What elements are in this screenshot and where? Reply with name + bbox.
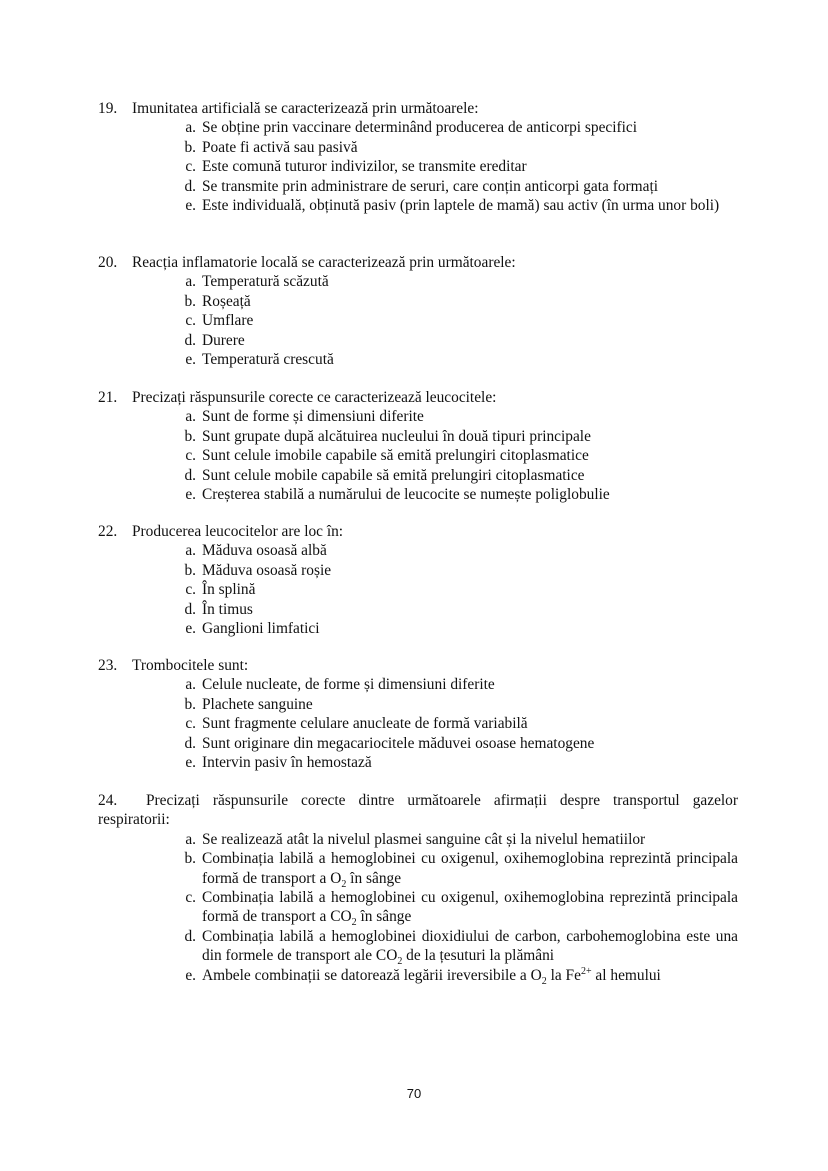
option-text-part: de la țesuturi la plămâni [402,947,555,965]
option-text: Se transmite prin administrare de seruri, care conțin anticorpi gata formați [202,177,658,195]
option-letter: e. [185,197,196,215]
option-text [202,888,738,927]
option-b [174,561,738,580]
option-letter: b. [184,695,196,713]
question-stem [98,388,738,407]
option-b [174,695,738,714]
question-24 [98,791,738,985]
option-d [174,331,738,350]
option-text: Sunt fragmente celulare anucleate de formă variabilă [202,715,528,733]
question-text: Trombocitele sunt: [132,657,249,674]
option-text: Sunt celule mobile capabile să emită prelungiri citoplasmatice [202,466,585,484]
option-text: Creșterea stabilă a numărului de leucocite se numește poliglobulie [202,486,610,504]
option-list [98,675,738,772]
question-number: 23. [98,657,118,674]
option-letter: a. [185,273,196,291]
question-stem [98,522,738,541]
option-letter: d. [184,600,196,618]
option-text: Sunt celule imobile capabile să emită prelungiri citoplasmatice [202,447,589,465]
option-text: Celule nucleate, de forme și dimensiuni diferite [202,676,495,694]
option-list [98,830,738,985]
question-text: Precizați răspunsurile corecte ce caracterizează leucocitele: [132,389,497,406]
option-list [98,272,738,369]
option-text: Sunt de forme și dimensiuni diferite [202,408,424,426]
option-c [174,311,738,330]
option-text: Sunt originare din megacariocitele măduvei osoase hematogene [202,734,595,752]
option-c [174,714,738,733]
option-e [174,753,738,772]
question-19 [98,99,738,215]
option-b [174,292,738,311]
option-letter: e. [185,486,196,504]
option-text-part: Ambele combinații se datorează legării ireversibile a O [202,966,542,984]
option-letter: e. [185,966,196,984]
question-stem [98,253,738,272]
superscript: 2+ [580,965,592,977]
option-list [98,407,738,504]
option-list [98,118,738,215]
option-a [174,675,738,694]
option-text: Sunt grupate după alcătuirea nucleului în două tipuri principale [202,427,591,445]
option-letter: d. [184,734,196,752]
option-letter: b. [184,561,196,579]
option-letter: c. [185,158,196,176]
question-22 [98,522,738,638]
question-number: 24. [98,792,118,809]
option-d [174,927,738,966]
question-number: 20. [98,254,118,271]
option-d [174,466,738,485]
option-letter: e. [185,620,196,638]
option-d [174,734,738,753]
option-letter: a. [185,830,196,848]
option-text: Se obține prin vaccinare determinând producerea de anticorpi specifici [202,119,638,137]
question-text: Precizați răspunsurile corecte dintre următoarele afirmații despre transportul gazelor respiratorii: [98,792,738,829]
option-text: Este comună tuturor indivizilor, se transmite ereditar [202,158,527,176]
option-text-part: în sânge [346,869,402,887]
option-letter: d. [184,177,196,195]
question-23 [98,656,738,772]
option-text: Umflare [202,312,254,330]
option-text: În splină [202,581,256,599]
option-text: Se realizează atât la nivelul plasmei sanguine cât și la nivelul hematiilor [202,830,646,848]
option-letter: d. [184,331,196,349]
option-d [174,600,738,619]
option-b [174,427,738,446]
option-letter: b. [184,292,196,310]
subscript: 2 [541,975,547,987]
subscript: 2 [351,917,357,929]
option-text: Este individuală, obținută pasiv (prin laptele de mamă) sau activ (în urma unor boli) [202,197,720,215]
option-text: Intervin pasiv în hemostază [202,754,372,772]
question-stem [98,656,738,675]
option-e [174,350,738,369]
option-text-part: la Fe [546,966,581,984]
option-letter: b. [184,138,196,156]
option-c [174,888,738,927]
option-letter: c. [185,889,196,907]
option-text: Poate fi activă sau pasivă [202,138,358,156]
option-a [174,407,738,426]
subscript: 2 [341,878,347,890]
option-letter: c. [185,447,196,465]
question-text: Imunitatea artificială se caracterizează prin următoarele: [132,100,479,117]
option-letter: e. [185,351,196,369]
option-letter: a. [185,542,196,560]
option-letter: b. [184,427,196,445]
option-e [174,485,738,504]
question-number: 21. [98,389,118,406]
question-text: Producerea leucocitelor are loc în: [132,523,344,540]
question-number: 19. [98,100,118,117]
option-d [174,177,738,196]
option-letter: a. [185,119,196,137]
option-letter: c. [185,715,196,733]
option-c [174,446,738,465]
option-b [174,138,738,157]
option-text: Temperatură scăzută [202,273,329,291]
question-stem [98,99,738,118]
option-text [202,849,738,888]
question-21 [98,388,738,504]
option-text: Plachete sanguine [202,695,313,713]
option-text-part: Combinația labilă a hemoglobinei cu oxigenul, oxihemoglobina reprezintă principala formă de transport a O [202,850,738,887]
option-letter: d. [184,927,196,945]
option-letter: c. [185,581,196,599]
option-text: Măduva osoasă albă [202,542,327,560]
question-number: 22. [98,523,118,540]
option-text-part: Combinația labilă a hemoglobinei dioxidiului de carbon, carbohemoglobina este una din formele de transport ale CO [202,927,738,965]
option-letter: e. [185,754,196,772]
option-c [174,580,738,599]
option-c [174,157,738,176]
option-a [174,830,738,849]
option-text: Măduva osoasă roșie [202,561,332,579]
option-a [174,541,738,560]
option-list [98,541,738,638]
option-e [174,966,738,985]
option-letter: a. [185,676,196,694]
option-text: Roșeață [202,292,251,310]
option-letter: b. [184,850,196,868]
option-text: Ganglioni limfatici [202,620,320,638]
option-text-part: Combinația labilă a hemoglobinei cu oxigenul, oxihemoglobina reprezintă principala formă de transport a CO [202,889,738,926]
option-text [202,927,738,966]
option-a [174,118,738,137]
option-letter: a. [185,408,196,426]
option-e [174,619,738,638]
option-b [174,849,738,888]
option-a [174,272,738,291]
option-text-part: al hemului [591,966,661,984]
option-text: Durere [202,331,245,349]
question-text: Reacția inflamatorie locală se caracterizează prin următoarele: [132,254,516,271]
question-20 [98,253,738,369]
option-letter: c. [185,312,196,330]
option-letter: d. [184,466,196,484]
subscript: 2 [397,956,403,968]
option-text [202,966,738,985]
option-e [174,196,738,215]
option-text: În timus [202,600,253,618]
question-stem [98,791,738,830]
option-text: Temperatură crescută [202,351,334,369]
page-number: 70 [406,1086,422,1101]
option-text-part: în sânge [356,908,412,926]
